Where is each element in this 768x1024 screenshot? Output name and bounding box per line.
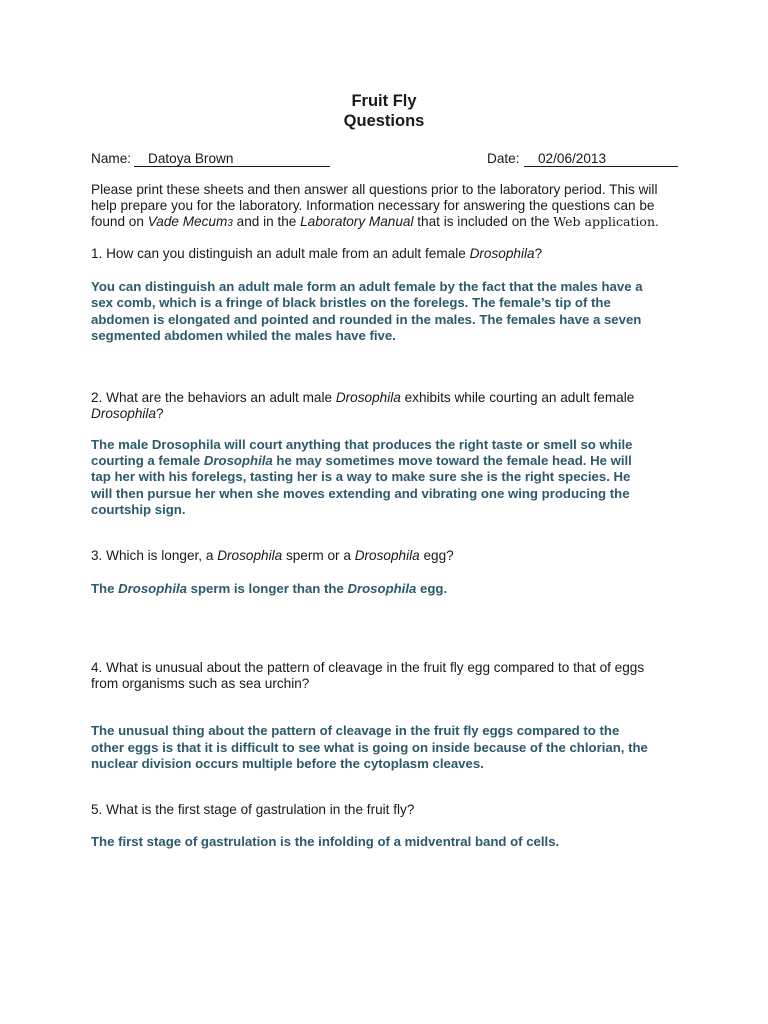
web-application-text: Web application [553,214,655,229]
laboratory-manual-title: Laboratory Manual [300,214,414,229]
page-subtitle: Questions [343,112,425,130]
answer-2-line-2: courting a female Drosophila he may sometimes move toward the female head. He will [91,453,632,468]
answer-4-line-3: nuclear division occurs multiple before the cytoplasm cleaves. [91,756,484,771]
page-title: Fruit Fly [351,92,417,110]
name-label: Name: [91,151,132,166]
question-3: 3. Which is longer, a Drosophila sperm or a Drosophila egg? [91,548,454,563]
answer-4-line-1: The unusual thing about the pattern of cleavage in the fruit fly eggs compared to the [91,723,620,738]
date-value: 02/06/2013 [538,151,607,166]
intro-line-2: help prepare you for the laboratory. Information necessary for answering the questions can be [91,198,655,213]
question-2-line-1: 2. What are the behaviors an adult male Drosophila exhibits while courting an adult female [91,390,635,405]
intro-line-3: found on Vade Mecum3 and in the Laboratory Manual that is included on the Web application. [91,214,659,229]
answer-2-line-3: tap her with his forelegs, tasting her is a way to make sure she is the right species. He [91,469,631,484]
vade-mecum-title: Vade Mecum [147,214,228,229]
question-1: 1. How can you distinguish an adult male from an adult female Drosophila? [91,246,543,261]
question-4-line-1: 4. What is unusual about the pattern of cleavage in the fruit fly egg compared to that of eggs [91,660,645,675]
question-2-line-2: Drosophila? [91,406,164,421]
name-value: Datoya Brown [148,151,234,166]
question-5: 5. What is the first stage of gastrulation in the fruit fly? [91,802,415,817]
date-label: Date: [487,151,520,166]
answer-2-line-4: will then pursue her when she moves extending and vibrating one wing producing the [91,486,630,501]
answer-2-line-5: courtship sign. [91,502,186,517]
answer-1-line-3: abdomen is elongated and pointed and rounded in the males. The females have a seven [91,312,642,327]
intro-line-1: Please print these sheets and then answer all questions prior to the laboratory period. This will [91,182,658,197]
answer-2-line-1: The male Drosophila will court anything that produces the right taste or smell so while [91,437,633,452]
name-underline [134,166,330,167]
answer-1-line-4: segmented abdomen whiled the males have five. [91,328,396,343]
question-4-line-2: from organisms such as sea urchin? [91,676,310,691]
answer-5: The first stage of gastrulation is the infolding of a midventral band of cells. [91,834,560,849]
answer-4-line-2: other eggs is that it is difficult to see what is going on inside because of the chlorian, the [91,740,648,755]
answer-3: The Drosophila sperm is longer than the Drosophila egg. [91,581,448,596]
date-underline [524,166,678,167]
answer-1-line-2: sex comb, which is a fringe of black bristles on the forelegs. The female’s tip of the [91,295,611,310]
answer-1-line-1: You can distinguish an adult male form an adult female by the fact that the males have a [91,279,643,294]
